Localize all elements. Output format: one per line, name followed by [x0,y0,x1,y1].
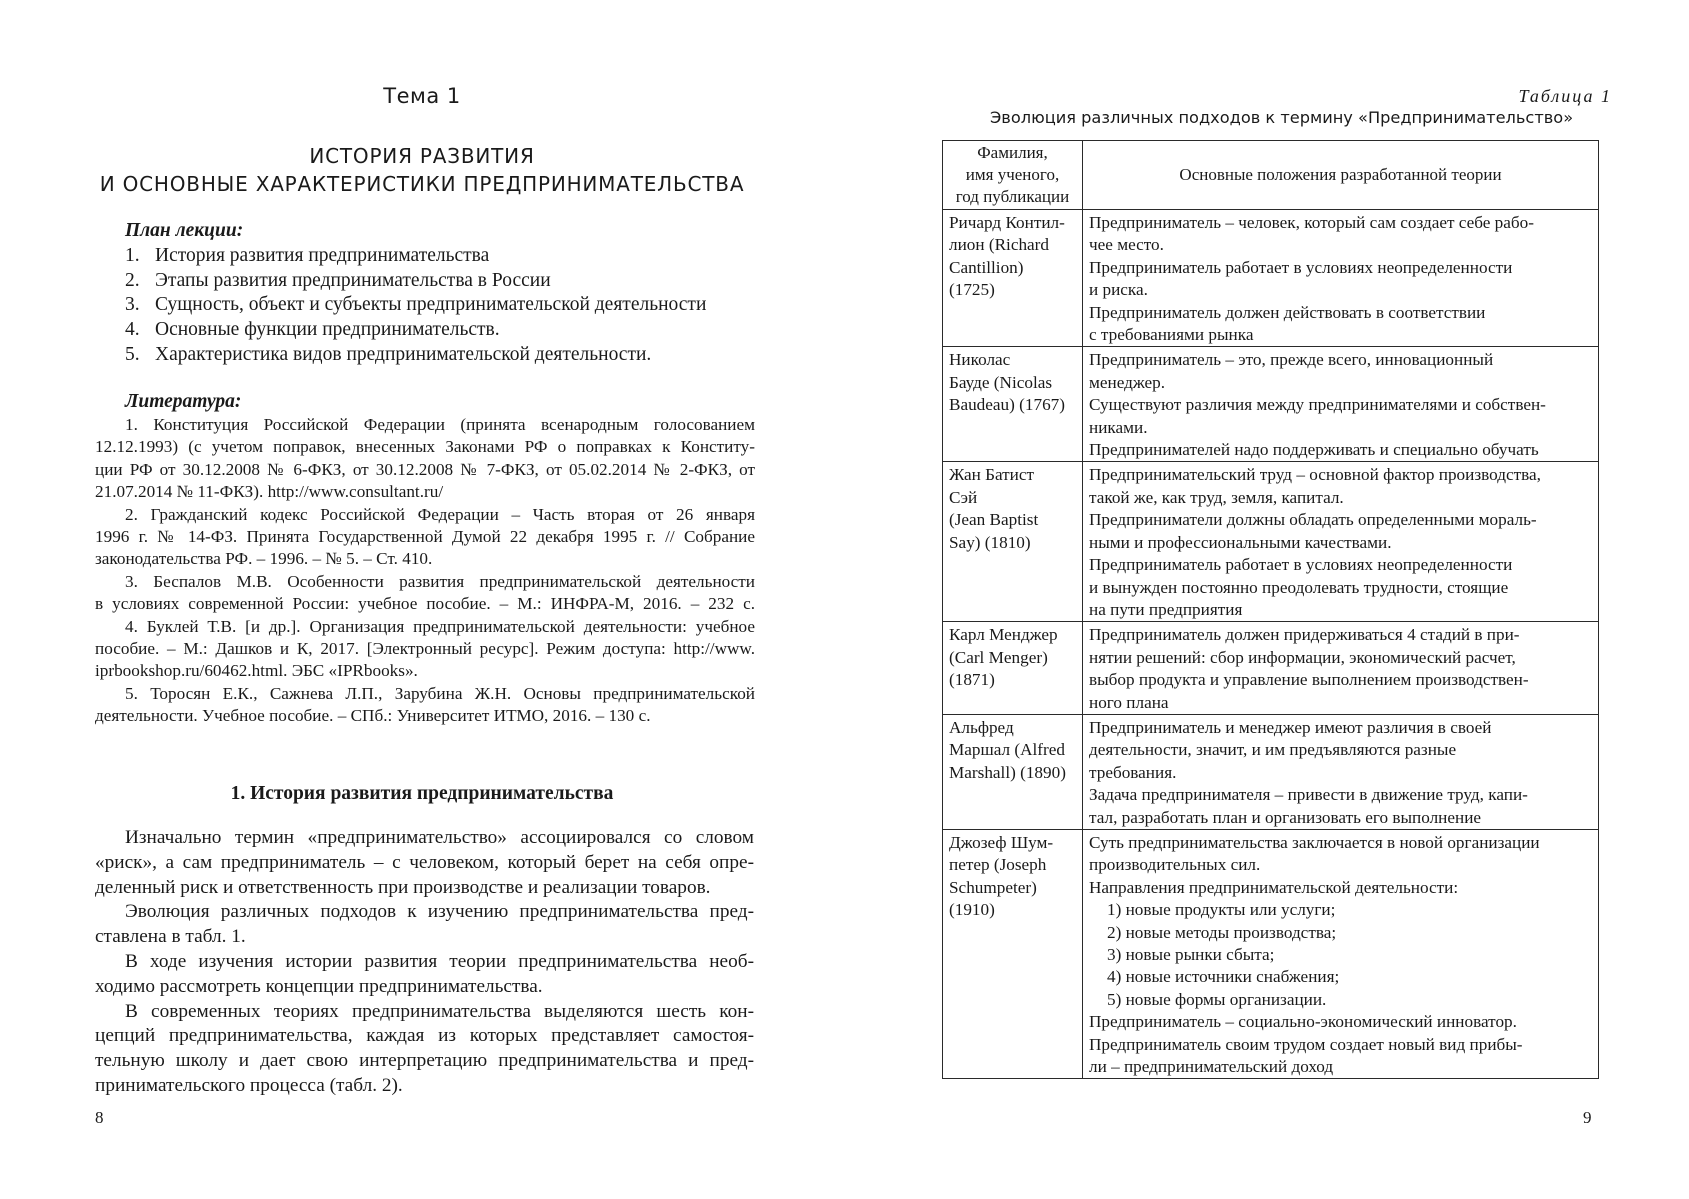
literature [95,390,755,728]
literature-line: 21.07.2014 № 11-ФКЗ). http://www.consultant.ru/ [95,482,444,502]
theory-line: Предприниматель должен придерживаться 4 стадий в при- [1089,625,1520,645]
header-scientist [943,141,1083,210]
item-text: Характеристика видов предпринимательской деятельности. [155,343,652,365]
theory-cell [1083,462,1599,622]
theory-line: Предприниматель – человек, который сам создает себе рабо- [1089,213,1534,232]
table-row [943,714,1599,829]
lecture-plan-item [125,269,765,294]
scientist-line: (1871) [949,670,995,690]
theory-line: Существуют различия между предпринимателями и собствен- [1089,395,1546,415]
body-line: Изначально термин «предпринимательство» ассоциировался со словом [125,827,754,848]
scientist-line: Marshall) (1890) [949,762,1066,782]
theory-line: Предпринимательский труд – основной фактор производства, [1089,465,1541,485]
literature-line: законодательства РФ. – 1996. – № 5. – Ст. 410. [95,549,433,569]
theory-line: такой же, как труд, земля, капитал. [1089,487,1344,507]
theory-line: чее место. [1089,235,1164,255]
theory-line: ного плана [1089,692,1169,712]
chapter-title [0,142,844,198]
scientist-line: (1725) [949,280,995,300]
topic-label: Тема 1 [383,84,461,108]
item-number: 3. [125,294,140,316]
scientist-line: лион (Richard [949,235,1049,255]
lecture-plan [125,219,765,368]
literature-line: пособие. – М.: Дашков и К, 2017. [Электронный ресурс]. Режим доступа: http://www. [95,639,755,659]
theory-line: требования. [1089,762,1177,782]
body-line: ставлена в табл. 1. [95,926,246,948]
body-line: Эволюция различных подходов к изучению предпринимательства пред- [125,901,754,923]
scientist-line: Baudeau) (1767) [949,395,1065,415]
chapter-title-line: ИСТОРИЯ РАЗВИТИЯ [309,144,535,168]
scientist-cell [943,210,1083,347]
item-number: 2. [125,269,140,291]
literature-line: 1. Конституция Российской Федерации (принята всенародным голосованием [125,415,755,434]
scientist-line: Ричард Контил- [949,213,1065,232]
literature-line: 2. Гражданский кодекс Российской Федерации – Часть вторая от 26 января [125,504,755,524]
body-line: «риск», а сам предприниматель – с человеком, который берет на себя опре- [95,851,754,873]
table-row [943,462,1599,622]
theory-line: и вынужден постоянно преодолевать трудности, стоящие [1089,577,1509,597]
scientist-line: Маршал (Alfred [949,740,1065,760]
theory-line: выбор продукта и управление выполнением производствен- [1089,670,1529,690]
lecture-plan-item [125,318,765,343]
theory-line: 2) новые методы производства; [1107,922,1337,942]
theory-line: Предприниматель должен действовать в соответствии [1089,302,1486,322]
theory-line: и риска. [1089,280,1148,300]
theory-line: деятельности, значит, и им предъявляются разные [1089,740,1457,760]
theory-line: нятии решений: сбор информации, экономический расчет, [1089,647,1516,667]
item-number: 1. [125,244,140,266]
table-label: Таблица 1 [1518,86,1612,106]
literature-line: 3. Беспалов М.В. Особенности развития предпринимательской деятельности [125,571,755,591]
header-line: год публикации [955,187,1070,206]
header-line: Фамилия, [977,143,1048,162]
theory-line: на пути предприятия [1089,599,1243,619]
scientist-line: Schumpeter) [949,877,1037,897]
body-line: тельную школу и дает свою интерпретацию предпринимательства и пред- [95,1050,754,1072]
theory-line: тал, разработать план и организовать его выполнение [1089,807,1482,827]
scientist-line: петер (Joseph [949,855,1047,875]
body-line: цепций предпринимательства, каждая из которых представляет самостоя- [95,1025,754,1047]
page-number: 8 [95,1108,104,1127]
theories-table [942,140,1599,1079]
body-line: принимательского процесса (табл. 2). [95,1074,403,1096]
literature-line: 12.12.1993) (с учетом поправок, внесенных Законами РФ о поправках к Конститу- [95,437,755,457]
scientist-cell [943,714,1083,829]
scientist-line: Say) (1810) [949,532,1031,552]
theory-line: Предпринимателей надо поддерживать и специально обучать [1089,440,1539,460]
scientist-cell [943,829,1083,1078]
scientist-line: Альфред [949,717,1014,737]
theory-line: 5) новые формы организации. [1107,989,1327,1009]
item-number: 5. [125,343,140,365]
theory-line: Суть предпринимательства заключается в новой организации [1089,832,1540,852]
theory-line: Предприниматели должны обладать определенными мораль- [1089,510,1537,530]
item-text: Этапы развития предпринимательства в России [155,269,551,291]
item-number: 4. [125,319,140,341]
lecture-plan-list [125,244,765,368]
left-page [0,0,844,1199]
literature-line: 1996 г. № 14-ФЗ. Принята Государственной Думой 22 декабря 1995 г. // Собрание [95,527,755,547]
scientist-line: Cantillion) [949,257,1024,277]
theory-line: ными и профессиональными качествами. [1089,532,1392,552]
chapter-title-line: И ОСНОВНЫЕ ХАРАКТЕРИСТИКИ ПРЕДПРИНИМАТЕЛЬСТВА [99,172,745,196]
literature-line: 4. Буклей Т.В. [и др.]. Организация предпринимательской деятельности: учебное [125,616,755,636]
theory-line: 1) новые продукты или услуги; [1107,900,1336,920]
item-text: Основные функции предпринимательств. [155,319,500,341]
scientist-line: Бауде (Nicolas [949,372,1053,392]
body-line: В современных теориях предпринимательства выделяются шесть кон- [125,1000,754,1022]
scientist-line: (1910) [949,900,995,920]
literature-line: 5. Торосян Е.К., Сажнева Л.П., Зарубина Ж.Н. Основы предпринимательской [125,683,755,703]
theory-line: 3) новые рынки сбыта; [1107,945,1275,964]
table-header-row [943,141,1599,210]
header-theory: Основные положения разработанной теории [1083,141,1599,210]
literature-line: ции РФ от 30.12.2008 № 6-ФКЗ, от 30.12.2008 № 7-ФКЗ, от 05.02.2014 № 2-ФКЗ, от [95,459,755,479]
theory-cell [1083,829,1599,1078]
lecture-plan-item [125,293,765,318]
item-text: Сущность, объект и субъекты предпринимательской деятельности [155,294,707,316]
lecture-plan-item [125,343,765,368]
scientist-cell [943,462,1083,622]
table-row [943,622,1599,715]
page-number: 9 [1583,1108,1592,1127]
theory-line: Предприниматель – социально-экономический инноватор. [1089,1012,1517,1032]
scientist-cell [943,347,1083,462]
table-row [943,347,1599,462]
theory-line: производительных сил. [1089,855,1261,875]
literature-line: деятельности. Учебное пособие. – СПб.: Университет ИТМО, 2016. – 130 с. [95,706,651,726]
theory-line: Предприниматель своим трудом создает новый вид прибы- [1089,1034,1523,1054]
scientist-line: Николас [949,350,1011,370]
scientist-line: Сэй [949,487,978,507]
body-text [95,826,754,1099]
theory-line: Предприниматель – это, прежде всего, инновационный [1089,350,1494,370]
literature-line: в условиях современной России: учебное пособие. – М.: ИНФРА-М, 2016. – 232 с. [95,594,755,614]
table-row [943,829,1599,1078]
scientist-cell [943,622,1083,715]
theory-cell [1083,210,1599,347]
scientist-line: Карл Менджер [949,625,1058,645]
body-line: В ходе изучения истории развития теории предпринимательства необ- [125,950,754,972]
table-row [943,210,1599,347]
scientist-line: Джозеф Шум- [949,832,1054,852]
scientist-line: Жан Батист [949,465,1034,485]
theory-line: Предприниматель работает в условиях неопределенности [1089,257,1513,277]
theory-line: менеджер. [1089,372,1166,392]
body-line: ходимо рассмотреть концепции предпринимательства. [95,975,543,997]
table-caption: Эволюция различных подходов к термину «Предпринимательство» [990,108,1574,127]
theory-line: Предприниматель и менеджер имеют различия в своей [1089,717,1492,737]
theory-cell [1083,347,1599,462]
literature-line: iprbookshop.ru/60462.html. ЭБС «IPRbooks». [95,661,418,681]
body-line: деленный риск и ответственность при производстве и реализации товаров. [95,876,711,898]
table-body [943,210,1599,1079]
theory-line: Направления предпринимательской деятельности: [1089,877,1459,897]
theory-line: 4) новые источники снабжения; [1107,967,1340,987]
theory-line: Задача предпринимателя – привести в движение труд, капи- [1089,785,1528,805]
theory-line: Предприниматель работает в условиях неопределенности [1089,555,1513,575]
theory-line: с требованиями рынка [1089,325,1254,345]
header-line: имя ученого, [965,165,1060,184]
scientist-line: (Carl Menger) [949,647,1048,667]
scientist-line: (Jean Baptist [949,510,1039,530]
theory-line: никами. [1089,417,1148,437]
section-title: 1. История развития предпринимательства [230,783,614,804]
theory-line: ли – предпринимательский доход [1089,1057,1334,1077]
literature-title: Литература: [125,391,242,412]
theory-cell [1083,622,1599,715]
item-text: История развития предпринимательства [155,244,490,266]
lecture-plan-item [125,244,765,269]
lecture-plan-title: План лекции: [125,220,244,241]
theory-cell [1083,714,1599,829]
